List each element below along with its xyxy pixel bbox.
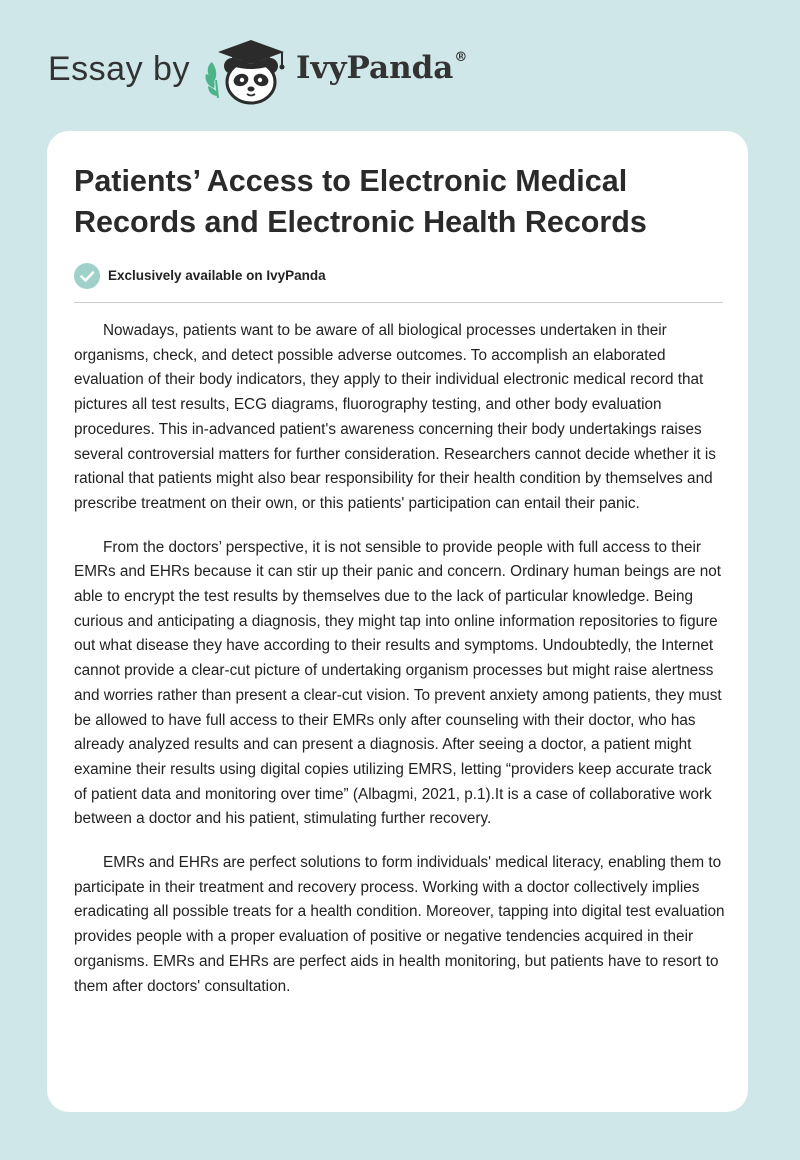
title-divider <box>74 302 723 303</box>
check-circle-icon <box>74 263 100 289</box>
exclusive-badge <box>74 263 474 289</box>
essay-body <box>74 319 728 1018</box>
paragraph: Nowadays, patients want to be aware of all biological processes undertaken in their organisms, check, and detect possible adverse outcomes. To accomplish an elaborated evaluation of their body indicators, they apply to their individual electronic medical record that pictures all test results, ECG diagrams, fluorography testing, and other body evaluation procedures. This in-advanced patient's awareness concerning their body undertakings raises several controversial matters for further consideration. Researchers cannot decide whether it is rational that patients might also bear responsibility for their health condition by themselves and prescribe treatment on their own, or this patients' participation can entail their panic. <box>74 322 716 512</box>
brand-header[interactable] <box>48 36 508 106</box>
panda-graduation-cap-icon <box>204 36 288 106</box>
exclusive-badge-text: Exclusively available on IvyPanda <box>108 268 326 283</box>
registered-mark: ® <box>454 49 468 65</box>
essay-by-label: Essay by <box>48 50 190 88</box>
essay-card <box>47 131 748 1112</box>
essay-title: Patients’ Access to Electronic Medical Records and Electronic Health Records <box>74 164 647 239</box>
paragraph: From the doctors’ perspective, it is not sensible to provide people with full access to their EMRs and EHRs because it can stir up their panic and concern. Ordinary human beings are not able to encrypt the test results by themselves due to the lack of particular knowledge. Being curious and anticipating a diagnosis, they might tap into online information repositories to figure out what disease they have according to their results and symptoms. Undoubtedly, the Internet cannot provide a clear-cut picture of undertaking organism processes but might raise alertness and worries rather than present a clear-cut vision. To prevent anxiety among patients, they must be allowed to have full access to their EMRs only after counseling with their doctor, who has already analyzed results and can present a diagnosis. After seeing a doctor, a patient might examine their results using digital copies utilizing EMRS, letting “providers keep accurate track of patient data and monitoring over time” (Albagmi, 2021, p.1).It is a case of collaborative work between a doctor and his patient, stimulating further recovery. <box>74 538 722 828</box>
ivypanda-brand-name: IvyPanda® <box>296 49 468 86</box>
paragraph: EMRs and EHRs are perfect solutions to form individuals' medical literacy, enabling them to participate in their treatment and recovery process. Working with a doctor collectively implies eradicating all possible treats for a health condition. Moreover, tapping into digital test evaluation provides people with a proper evaluation of positive or negative tendencies acquired in their organisms. EMRs and EHRs are perfect aids in health monitoring, but patients have to resort to them after doctors' consultation. <box>74 854 725 995</box>
